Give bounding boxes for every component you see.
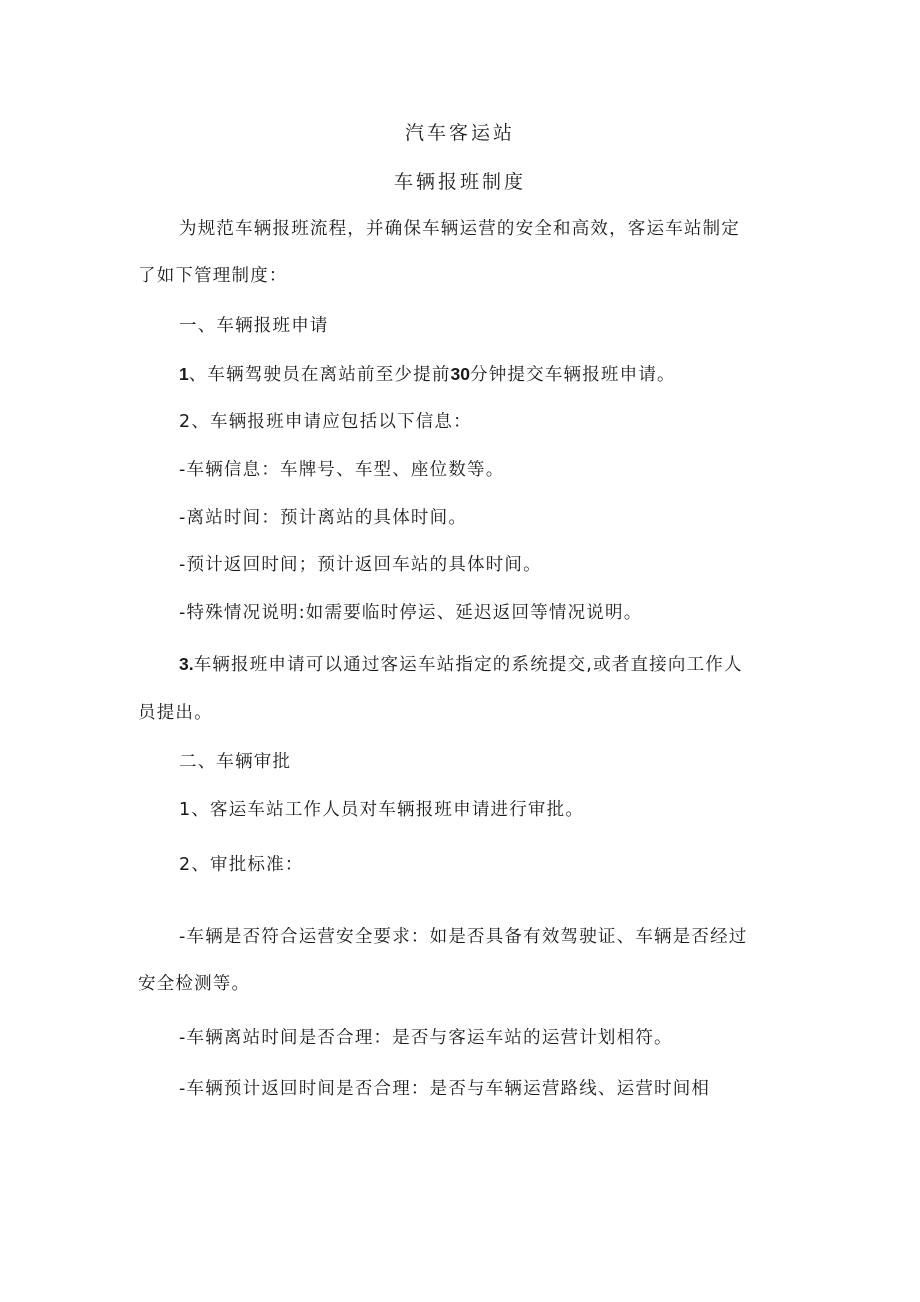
info-bullet-departure: -离站时间：预计离站的具体时间。 xyxy=(179,508,468,528)
item-number: 1 xyxy=(179,364,189,384)
criteria-bullet-return: -车辆预计返回时间是否合理：是否与车辆运营路线、运营时间相 xyxy=(179,1079,711,1099)
item-number: 3. xyxy=(179,654,194,674)
section1-item3-cont: 员提出。 xyxy=(138,703,213,723)
criteria-bullet-departure: -车辆离站时间是否合理：是否与客运车站的运营计划相符。 xyxy=(179,1028,673,1048)
item-text: 分钟提交车辆报班申请。 xyxy=(470,365,676,385)
criteria-bullet-safety-cont: 安全检测等。 xyxy=(138,974,251,994)
section1-item2: 2、车辆报班申请应包括以下信息： xyxy=(179,412,472,432)
info-bullet-return: -预计返回时间；预计返回车站的具体时间。 xyxy=(179,555,542,575)
criteria-bullet-safety: -车辆是否符合运营安全要求：如是否具备有效驾驶证、车辆是否经过 xyxy=(179,927,748,947)
intro-line-2: 了如下管理制度： xyxy=(138,266,288,286)
section1-item1 xyxy=(179,362,676,387)
section2-heading: 二、车辆审批 xyxy=(179,752,292,772)
info-bullet-special: -特殊情况说明:如需要临时停运、延迟返回等情况说明。 xyxy=(179,603,643,623)
intro-line-1: 为规范车辆报班流程，并确保车辆运营的安全和高效，客运车站制定 xyxy=(179,219,740,239)
section1-heading: 一、车辆报班申请 xyxy=(179,316,329,336)
minutes-value: 30 xyxy=(450,364,471,384)
document-title: 车辆报班制度 xyxy=(393,171,526,193)
station-title: 汽车客运站 xyxy=(404,122,515,144)
section2-item2: 2、审批标准： xyxy=(179,855,304,875)
section1-item3 xyxy=(179,652,743,677)
item-text: 车辆报班申请可以通过客运车站指定的系统提交,或者直接向工作人 xyxy=(193,655,743,675)
item-text: 、车辆驾驶员在离站前至少提前 xyxy=(188,365,451,385)
info-bullet-vehicle: -车辆信息：车牌号、车型、座位数等。 xyxy=(179,460,505,480)
section2-item1: 1、客运车站工作人员对车辆报班申请进行审批。 xyxy=(179,800,585,820)
